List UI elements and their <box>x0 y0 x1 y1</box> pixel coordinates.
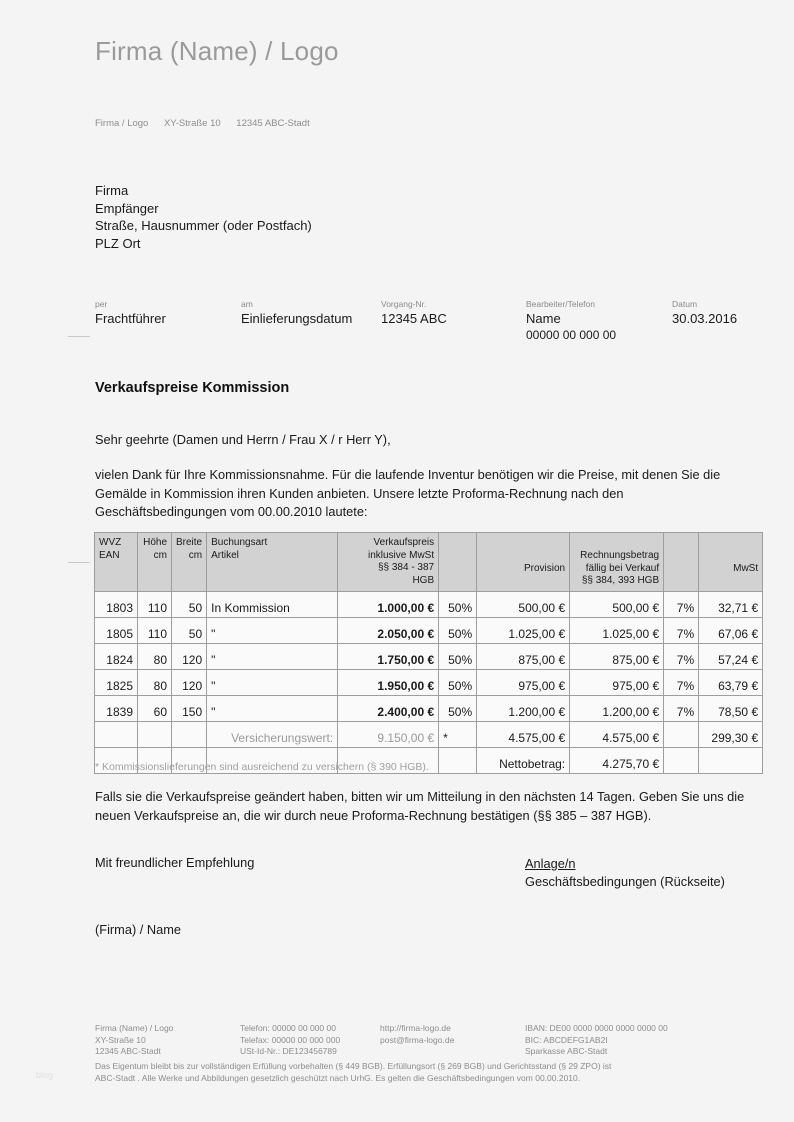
company-logo: Firma (Name) / Logo <box>95 36 339 66</box>
footer-company: Firma (Name) / Logo <box>95 1023 174 1033</box>
price-table-wrapper <box>94 532 763 774</box>
table-row <box>95 618 763 644</box>
footer-bic: BIC: ABCDEFG1AB2I <box>525 1034 608 1045</box>
cell-wvz: 1824 <box>95 644 138 670</box>
table-row <box>95 592 763 618</box>
cell-verkaufspreis: 2.050,00 € <box>338 618 439 644</box>
cell-provision: 875,00 € <box>477 644 570 670</box>
cell-wvz: 1825 <box>95 670 138 696</box>
col-header-verkaufspreis-line2: inklusive MwSt <box>367 549 435 561</box>
fold-mark-lower <box>68 562 90 563</box>
fold-mark-upper <box>68 336 90 337</box>
cell-hoehe: 60 <box>138 696 172 722</box>
footer-bank: Sparkasse ABC-Stadt <box>525 1046 608 1056</box>
col-header-buchungsart <box>207 533 338 592</box>
price-table-head <box>95 533 763 592</box>
summary-spacer-hoehe <box>138 722 172 748</box>
col-header-buchungsart-line1: Buchungsart <box>211 537 268 548</box>
col-header-verkaufspreis <box>338 533 439 592</box>
page-watermark: blog <box>36 1070 54 1080</box>
cell-mwst: 57,24 € <box>699 644 763 670</box>
cell-provision-percent: 50% <box>439 696 477 722</box>
meta-vorgang-label: Vorgang-Nr. <box>381 299 427 309</box>
summary-spacer-wvz <box>95 722 138 748</box>
table-footnote: * Kommissionslieferungen sind ausreichend zu versichern (§ 390 HGB). <box>95 761 429 773</box>
cell-breite: 50 <box>172 618 207 644</box>
cell-rechnungsbetrag: 1.200,00 € <box>570 696 664 722</box>
col-header-verkaufspreis-line4: HGB <box>412 574 435 586</box>
meta-bearbeiter-label: Bearbeiter/Telefon <box>526 299 595 309</box>
cell-provision-percent: 50% <box>439 592 477 618</box>
footer-column-bank <box>525 1023 668 1058</box>
letter-salutation: Sehr geehrte (Damen und Herrn / Frau X / r Herr Y), <box>95 432 391 447</box>
meta-datum <box>672 299 737 327</box>
cell-hoehe: 110 <box>138 592 172 618</box>
cell-provision: 975,00 € <box>477 670 570 696</box>
footer-columns <box>95 1023 755 1059</box>
page-footer <box>95 1023 755 1083</box>
versicherungswert-label: Versicherungswert: <box>207 722 338 748</box>
table-row <box>95 644 763 670</box>
netto-spacer-8 <box>699 748 763 774</box>
attachments-title: Anlage/n <box>525 856 576 871</box>
col-header-rechnungsbetrag-line1: Rechnungsbetrag <box>580 550 660 561</box>
footer-column-web <box>380 1023 454 1046</box>
cell-buchungsart: In Kommission <box>207 592 338 618</box>
cell-buchungsart: " <box>207 696 338 722</box>
meta-am-label: am <box>241 299 253 309</box>
cell-buchungsart: " <box>207 644 338 670</box>
cell-breite: 150 <box>172 696 207 722</box>
col-header-hoehe-line2: cm <box>153 549 167 561</box>
footer-street: XY-Straße 10 <box>95 1034 146 1045</box>
price-table <box>94 532 763 774</box>
meta-vorgang <box>381 299 447 327</box>
recipient-line-4: PLZ Ort <box>95 235 141 251</box>
col-header-wvz <box>95 533 138 592</box>
sender-street: XY-Straße 10 <box>163 118 221 129</box>
cell-verkaufspreis: 1.950,00 € <box>338 670 439 696</box>
col-header-breite-line2: cm <box>188 549 203 561</box>
sender-company: Firma / Logo <box>95 118 149 129</box>
col-header-provision-percent <box>439 533 477 592</box>
meta-datum-label: Datum <box>672 299 698 309</box>
letter-signature: (Firma) / Name <box>95 922 182 937</box>
footer-email[interactable]: post@firma-logo.de <box>380 1034 455 1045</box>
footer-phone: Telefon: 00000 00 000 00 <box>240 1023 336 1033</box>
col-header-breite <box>172 533 207 592</box>
cell-verkaufspreis: 1.000,00 € <box>338 592 439 618</box>
col-header-hoehe <box>138 533 172 592</box>
col-header-rechnungsbetrag-line2: fällig bei Verkauf <box>585 562 660 574</box>
footer-website[interactable]: http://firma-logo.de <box>380 1023 451 1033</box>
footer-fax: Telefax: 00000 00 000 000 <box>240 1034 341 1045</box>
letter-paragraph-2: Falls sie die Verkaufspreise geändert haben, bitten wir um Mitteilung in den nächsten 14 Tagen. Geben Sie uns die neuen Verkaufspreise an, die wir durch neue Proforma-Rechnung bestätigen (§§ 385 – 387 HGB). <box>95 789 745 823</box>
cell-provision: 1.200,00 € <box>477 696 570 722</box>
letter-intro-paragraph: vielen Dank für Ihre Kommissionsnahme. Für die laufende Inventur benötigen wir die Preise, mit denen Sie die Gemälde in Kommission ihren Kunden anbieten. Unsere letzte Proforma-Rechnung nach den Geschäftsbedingungen vom 00.00.2010 lautete: <box>95 467 721 519</box>
summary-row-versicherungswert <box>95 722 763 748</box>
cell-verkaufspreis: 1.750,00 € <box>338 644 439 670</box>
cell-verkaufspreis: 2.400,00 € <box>338 696 439 722</box>
cell-breite: 50 <box>172 592 207 618</box>
netto-spacer-6 <box>439 748 477 774</box>
cell-buchungsart: " <box>207 618 338 644</box>
col-header-verkaufspreis-line3: §§ 384 - 387 <box>377 562 435 573</box>
cell-mwst-percent: 7% <box>664 670 699 696</box>
meta-datum-value: 30.03.2016 <box>672 311 738 326</box>
cell-provision: 500,00 € <box>477 592 570 618</box>
cell-hoehe: 80 <box>138 644 172 670</box>
cell-provision: 1.025,00 € <box>477 618 570 644</box>
cell-breite: 120 <box>172 644 207 670</box>
meta-vorgang-value: 12345 ABC <box>381 311 447 326</box>
recipient-line-2: Empfänger <box>95 200 159 216</box>
sender-city: 12345 ABC-Stadt <box>236 118 310 129</box>
mwst-total: 299,30 € <box>699 722 763 748</box>
col-header-rechnungsbetrag <box>570 533 664 592</box>
nettobetrag-value: 4.275,70 € <box>570 748 664 774</box>
cell-wvz: 1803 <box>95 592 138 618</box>
attachments-block <box>525 855 725 891</box>
col-header-mwst-percent <box>664 533 699 592</box>
col-header-wvz-line1: WVZ <box>99 537 122 548</box>
footer-city: 12345 ABC-Stadt <box>95 1046 161 1056</box>
cell-rechnungsbetrag: 1.025,00 € <box>570 618 664 644</box>
attachment-item: Geschäftsbedingungen (Rückseite) <box>525 874 725 889</box>
versicherungswert-value: 9.150,00 € <box>338 722 439 748</box>
table-row <box>95 670 763 696</box>
cell-rechnungsbetrag: 875,00 € <box>570 644 664 670</box>
col-header-provision <box>477 533 570 592</box>
footer-iban: IBAN: DE00 0000 0000 0000 0000 00 <box>525 1023 668 1033</box>
recipient-line-1: Firma <box>95 183 129 198</box>
cell-wvz: 1839 <box>95 696 138 722</box>
recipient-address <box>95 182 312 252</box>
sender-address-line <box>95 118 310 129</box>
meta-per-value: Frachtführer <box>95 311 166 326</box>
cell-mwst: 63,79 € <box>699 670 763 696</box>
col-header-rechnungsbetrag-line3: §§ 384, 393 HGB <box>581 575 660 586</box>
price-table-header-row <box>95 533 763 592</box>
col-header-hoehe-line1: Höhe <box>143 537 167 548</box>
cell-hoehe: 80 <box>138 670 172 696</box>
summary-spacer-mwst-percent <box>664 722 699 748</box>
versicherungswert-footnote-marker: * <box>439 722 477 748</box>
col-header-breite-line1: Breite <box>176 537 203 548</box>
letter-subject: Verkaufspreise Kommission <box>95 380 290 396</box>
footer-legal-line-1: Das Eigentum bleibt bis zur vollständigen Erfüllung vorbehalten (§ 449 BGB). Erfüllungsort (§ 269 BGB) und Gerichtsstand (§ 29 ZPO) ist <box>95 1061 612 1071</box>
meta-bearbeiter-phone: 00000 00 000 00 <box>526 328 617 342</box>
table-row <box>95 696 763 722</box>
meta-am <box>241 299 352 327</box>
cell-wvz: 1805 <box>95 618 138 644</box>
cell-hoehe: 110 <box>138 618 172 644</box>
cell-rechnungsbetrag: 975,00 € <box>570 670 664 696</box>
col-header-verkaufspreis-line1: Verkaufspreis <box>373 537 435 548</box>
price-table-body <box>95 592 763 774</box>
footer-legal-notice <box>95 1061 755 1084</box>
cell-mwst-percent: 7% <box>664 618 699 644</box>
meta-bearbeiter <box>526 299 616 343</box>
cell-provision-percent: 50% <box>439 670 477 696</box>
netto-spacer-7 <box>664 748 699 774</box>
footer-vat-id: USt-Id-Nr.: DE123456789 <box>240 1046 337 1056</box>
cell-mwst-percent: 7% <box>664 696 699 722</box>
recipient-line-3: Straße, Hausnummer (oder Postfach) <box>95 218 312 233</box>
meta-per <box>95 299 166 327</box>
cell-mwst: 78,50 € <box>699 696 763 722</box>
meta-am-value: Einlieferungsdatum <box>241 311 353 326</box>
cell-rechnungsbetrag: 500,00 € <box>570 592 664 618</box>
cell-buchungsart: " <box>207 670 338 696</box>
rechnungsbetrag-total: 4.575,00 € <box>570 722 664 748</box>
cell-breite: 120 <box>172 670 207 696</box>
cell-provision-percent: 50% <box>439 618 477 644</box>
meta-per-label: per <box>95 299 108 309</box>
cell-mwst: 32,71 € <box>699 592 763 618</box>
col-header-mwst <box>699 533 763 592</box>
col-header-wvz-line2: EAN <box>99 549 120 561</box>
footer-column-contact <box>240 1023 340 1058</box>
cell-provision-percent: 50% <box>439 644 477 670</box>
meta-bearbeiter-value: Name <box>526 311 561 326</box>
letter-closing: Mit freundlicher Empfehlung <box>95 855 255 870</box>
footer-column-address <box>95 1023 173 1058</box>
nettobetrag-label: Nettobetrag: <box>477 748 570 774</box>
cell-mwst-percent: 7% <box>664 592 699 618</box>
summary-spacer-breite <box>172 722 207 748</box>
cell-mwst-percent: 7% <box>664 644 699 670</box>
col-header-buchungsart-line2: Artikel <box>211 549 239 561</box>
document-meta-row <box>95 299 755 351</box>
col-header-mwst-text: MwSt <box>733 563 759 574</box>
footer-legal-line-2: ABC-Stadt . Alle Werke und Abbildungen gesetzlich geschützt nach UrhG. Es gelten die Geschäftsbedingungen vom 00.00.2010. <box>95 1072 581 1083</box>
cell-mwst: 67,06 € <box>699 618 763 644</box>
col-header-provision-text: Provision <box>523 563 566 574</box>
provision-total: 4.575,00 € <box>477 722 570 748</box>
